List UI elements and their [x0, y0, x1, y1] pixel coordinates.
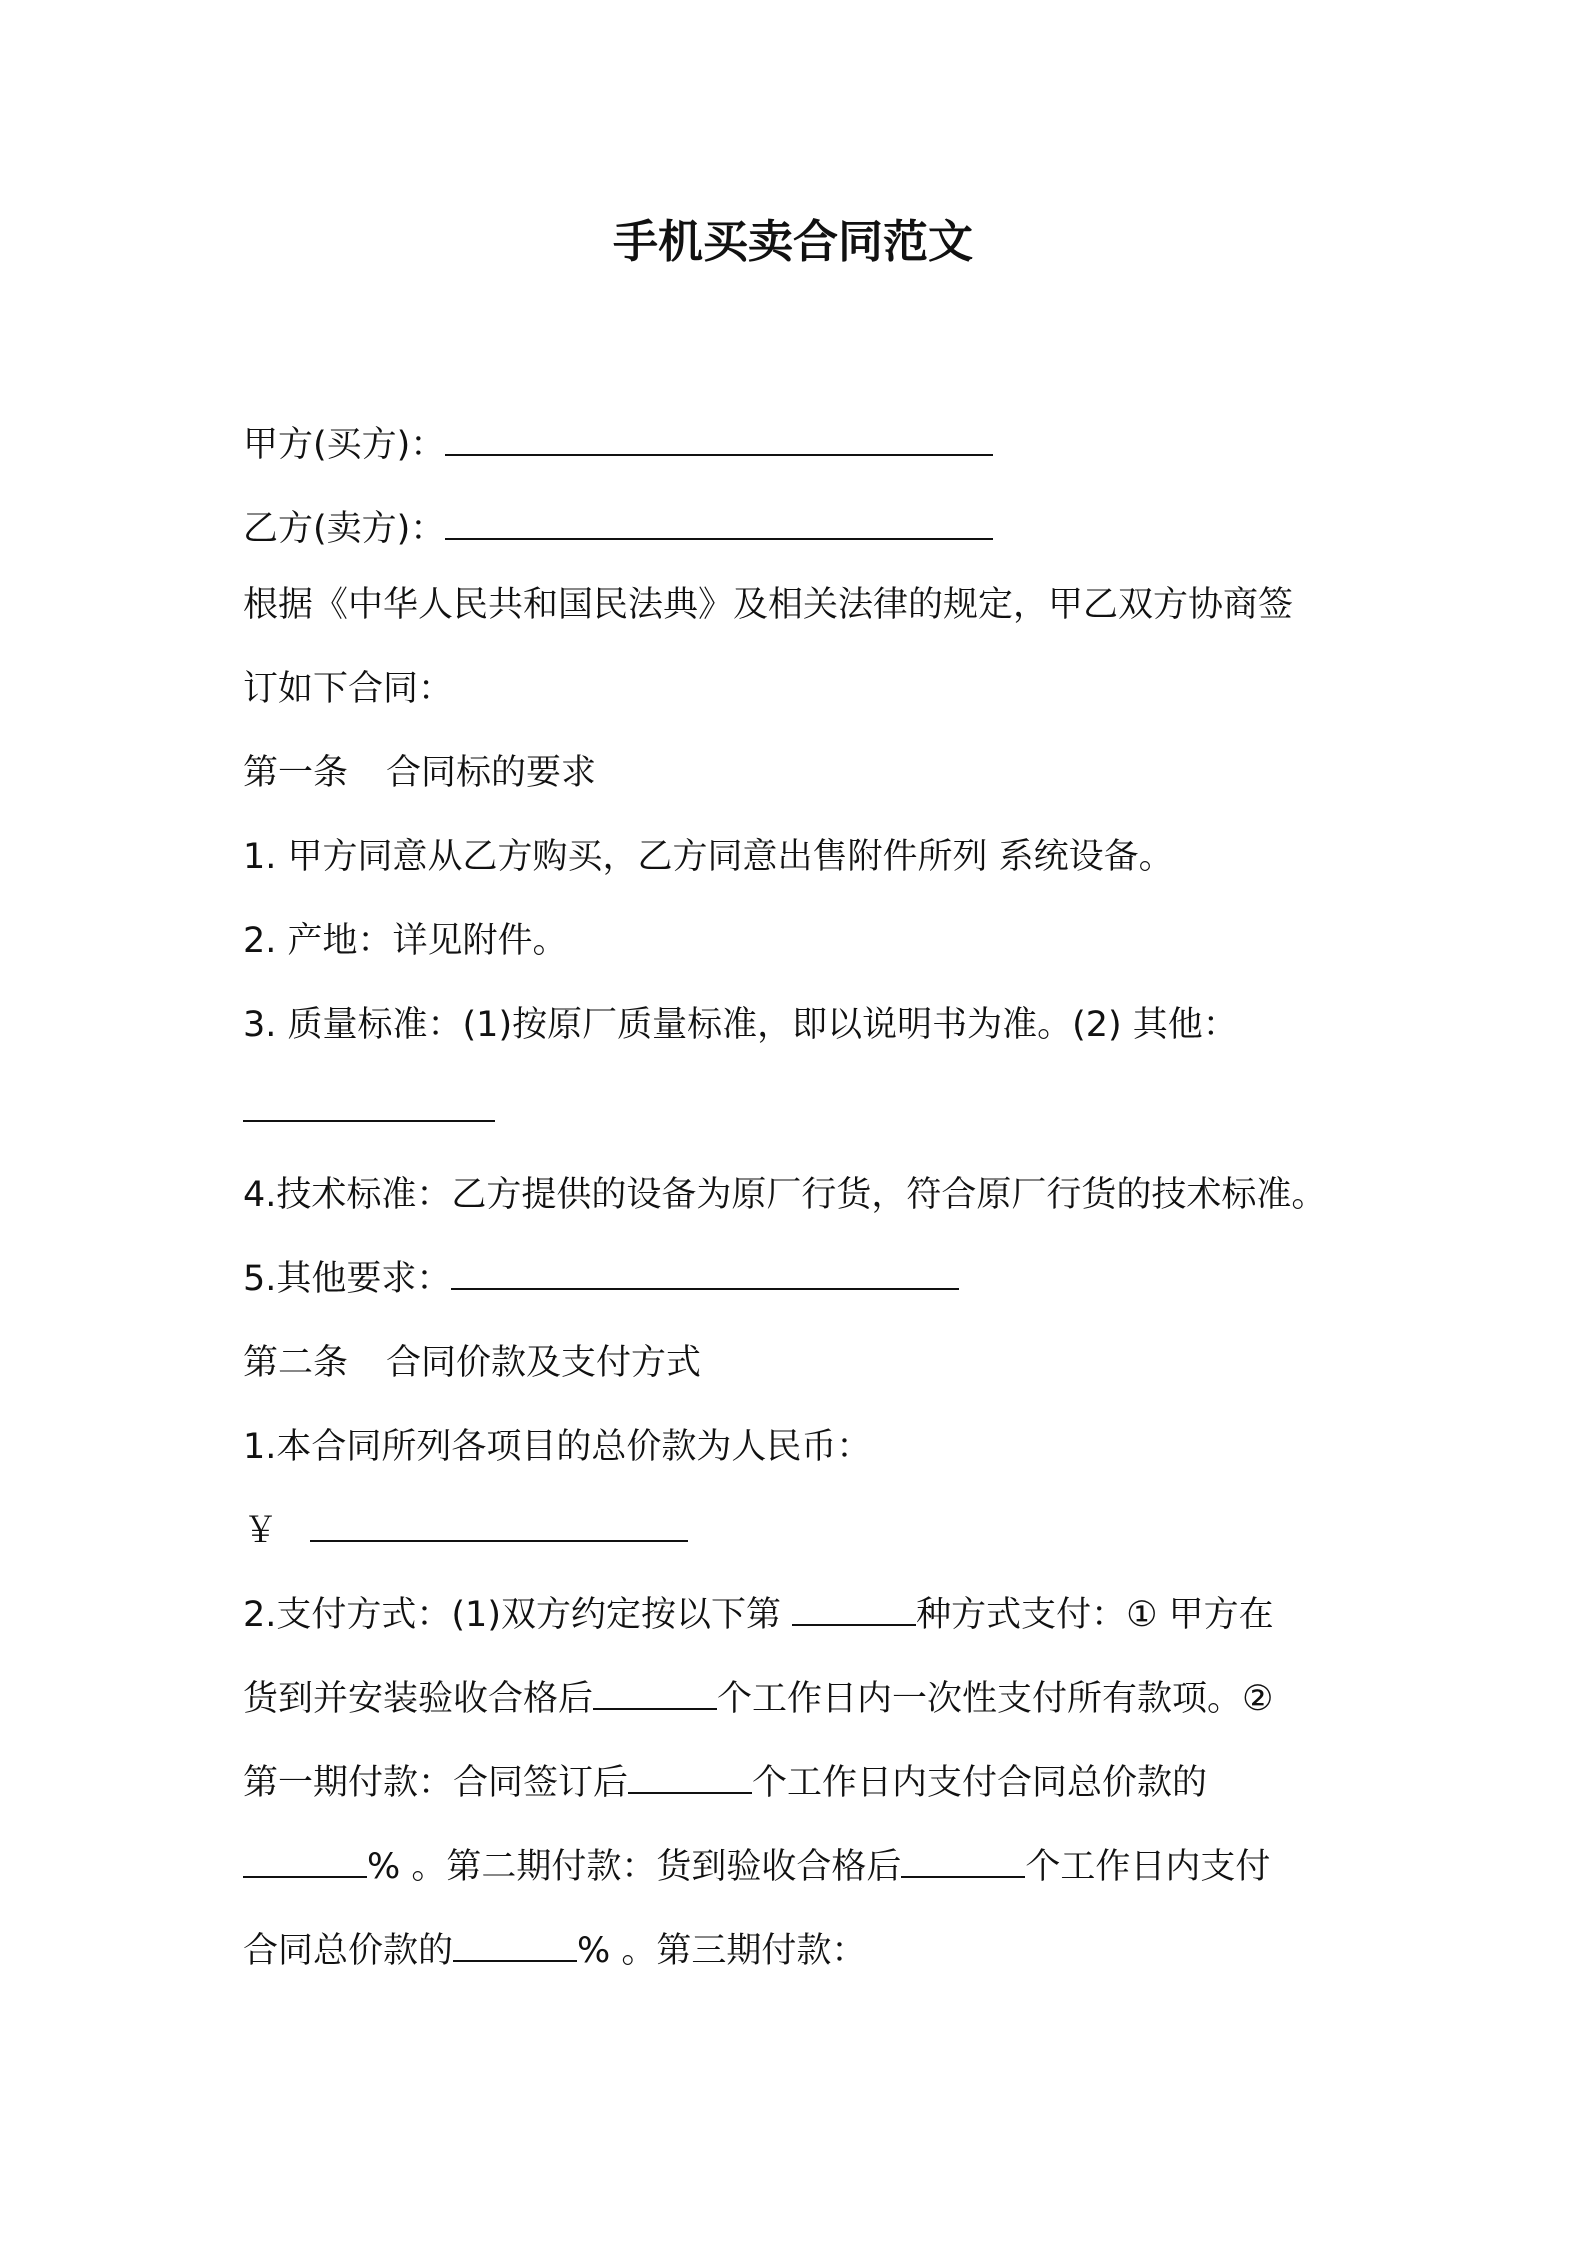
article-1-item-4: 4.技术标准：乙方提供的设备为原厂行货，符合原厂行货的技术标准。 [243, 1175, 1327, 1215]
article-1-item-1: 1. 甲方同意从乙方购买，乙方同意出售附件所列 系统设备。 [243, 837, 1174, 877]
payment-line-5 [243, 1926, 866, 1976]
workdays-blank [593, 1674, 717, 1710]
price-blank [310, 1506, 688, 1542]
other-requirements-blank [451, 1254, 959, 1290]
payment-text: % 。第三期付款： [577, 1931, 867, 1971]
other-quality-blank [243, 1086, 495, 1122]
article-1-number: 第一条 [243, 753, 349, 793]
article-1-item-2: 2. 产地：详见附件。 [243, 921, 568, 961]
payment-text: 种方式支付：① 甲方在 [916, 1595, 1274, 1635]
payment-text: 个工作日内一次性支付所有款项。② [717, 1679, 1274, 1719]
payment-text: 合同总价款的 [243, 1931, 454, 1971]
document-title: 手机买卖合同范文 [612, 215, 973, 268]
payment-text: 第一期付款：合同签订后 [243, 1763, 629, 1803]
article-2-title: 合同价款及支付方式 [386, 1343, 702, 1383]
intro-line-2: 订如下合同： [243, 669, 454, 709]
article-2-number: 第二条 [243, 1343, 349, 1383]
party-b-blank [445, 504, 993, 540]
percent-blank [243, 1842, 367, 1878]
party-b-label: 乙方(卖方)： [243, 509, 446, 549]
party-b-line [243, 504, 993, 554]
party-a-line [243, 420, 993, 470]
payment-method-blank [792, 1590, 916, 1626]
article-2-item-1: 1.本合同所列各项目的总价款为人民币： [243, 1427, 872, 1467]
workdays-blank [628, 1758, 752, 1794]
article-1-item-3-blank-line [243, 1086, 495, 1136]
article-1-item-5 [243, 1254, 959, 1304]
payment-text: % 。第二期付款：货到验收合格后 [367, 1847, 902, 1887]
article-1-title: 合同标的要求 [386, 753, 597, 793]
intro-line-1: 根据《中华人民共和国民法典》及相关法律的规定，甲乙双方协商签 [243, 585, 1294, 625]
price-line [243, 1506, 688, 1556]
payment-text: 2.支付方式：(1)双方约定按以下第 [243, 1595, 793, 1635]
percent-blank [453, 1926, 577, 1962]
workdays-blank [901, 1842, 1025, 1878]
party-a-label: 甲方(买方)： [243, 425, 446, 465]
article-2-heading [243, 1338, 701, 1388]
yen-symbol: ￥ [243, 1511, 279, 1551]
article-1-item-5-label: 5.其他要求： [243, 1259, 452, 1299]
payment-line-4 [243, 1842, 1270, 1892]
payment-line-3 [243, 1758, 1207, 1808]
article-1-heading [243, 748, 596, 798]
party-a-blank [445, 420, 993, 456]
payment-text: 货到并安装验收合格后 [243, 1679, 594, 1719]
payment-line-2 [243, 1674, 1273, 1724]
payment-text: 个工作日内支付 [1025, 1847, 1271, 1887]
article-1-item-3: 3. 质量标准：(1)按原厂质量标准，即以说明书为准。(2) 其他： [243, 1005, 1238, 1045]
payment-text: 个工作日内支付合同总价款的 [752, 1763, 1208, 1803]
payment-line-1 [243, 1590, 1274, 1640]
